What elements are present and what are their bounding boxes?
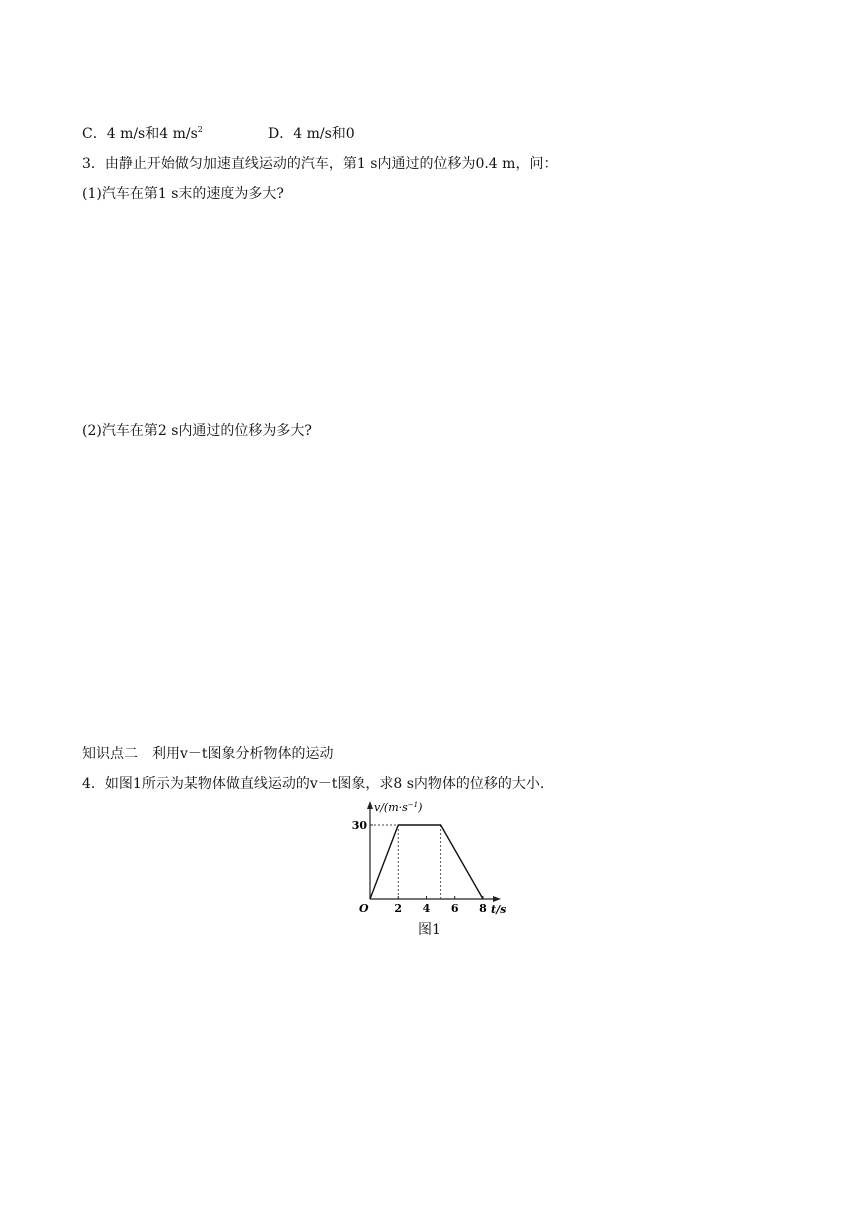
- x-tick-label: 8: [479, 902, 487, 915]
- y-axis-label: [374, 801, 422, 814]
- x-axis-arrow: [493, 896, 501, 902]
- tick-marks: [352, 819, 487, 915]
- section-heading: 知识点二 利用v－t图象分析物体的运动: [82, 746, 334, 762]
- y-axis-label-superscript: −1: [407, 801, 419, 809]
- vt-graph: [345, 797, 515, 917]
- option-c-superscript: 2: [197, 125, 203, 134]
- x-axis-label: t/s: [491, 903, 507, 916]
- x-tick-label: 6: [450, 902, 459, 915]
- option-c: [82, 121, 268, 143]
- y-axis-label-close: ): [418, 801, 423, 814]
- y-tick-label: 30: [351, 819, 367, 832]
- question-3-stem: 3．由静止开始做匀加速直线运动的汽车，第1 s内通过的位移为0.4 m，问：: [82, 156, 558, 172]
- y-axis-arrow: [367, 801, 373, 809]
- question-3-part-2: (2)汽车在第2 s内通过的位移为多大?: [82, 423, 312, 439]
- x-tick-label: 2: [394, 902, 403, 915]
- origin-label: O: [359, 902, 369, 915]
- question-4-stem: 4．如图1所示为某物体做直线运动的v－t图象，求8 s内物体的位移的大小.: [82, 776, 545, 792]
- options-line: [82, 121, 355, 143]
- y-axis-label-text: v/(m·s: [374, 801, 408, 814]
- figure-caption: 图1: [418, 922, 441, 938]
- x-tick-label: 4: [422, 902, 431, 915]
- velocity-line: [370, 825, 483, 899]
- option-c-text: C．4 m/s和4 m/s: [82, 126, 198, 142]
- series: [370, 825, 483, 899]
- question-3-part-1: (1)汽车在第1 s末的速度为多大?: [82, 186, 284, 202]
- option-d: D．4 m/s和0: [268, 126, 355, 142]
- axes: [367, 801, 501, 902]
- guide-lines: [370, 825, 441, 899]
- vt-graph-svg: [345, 797, 515, 917]
